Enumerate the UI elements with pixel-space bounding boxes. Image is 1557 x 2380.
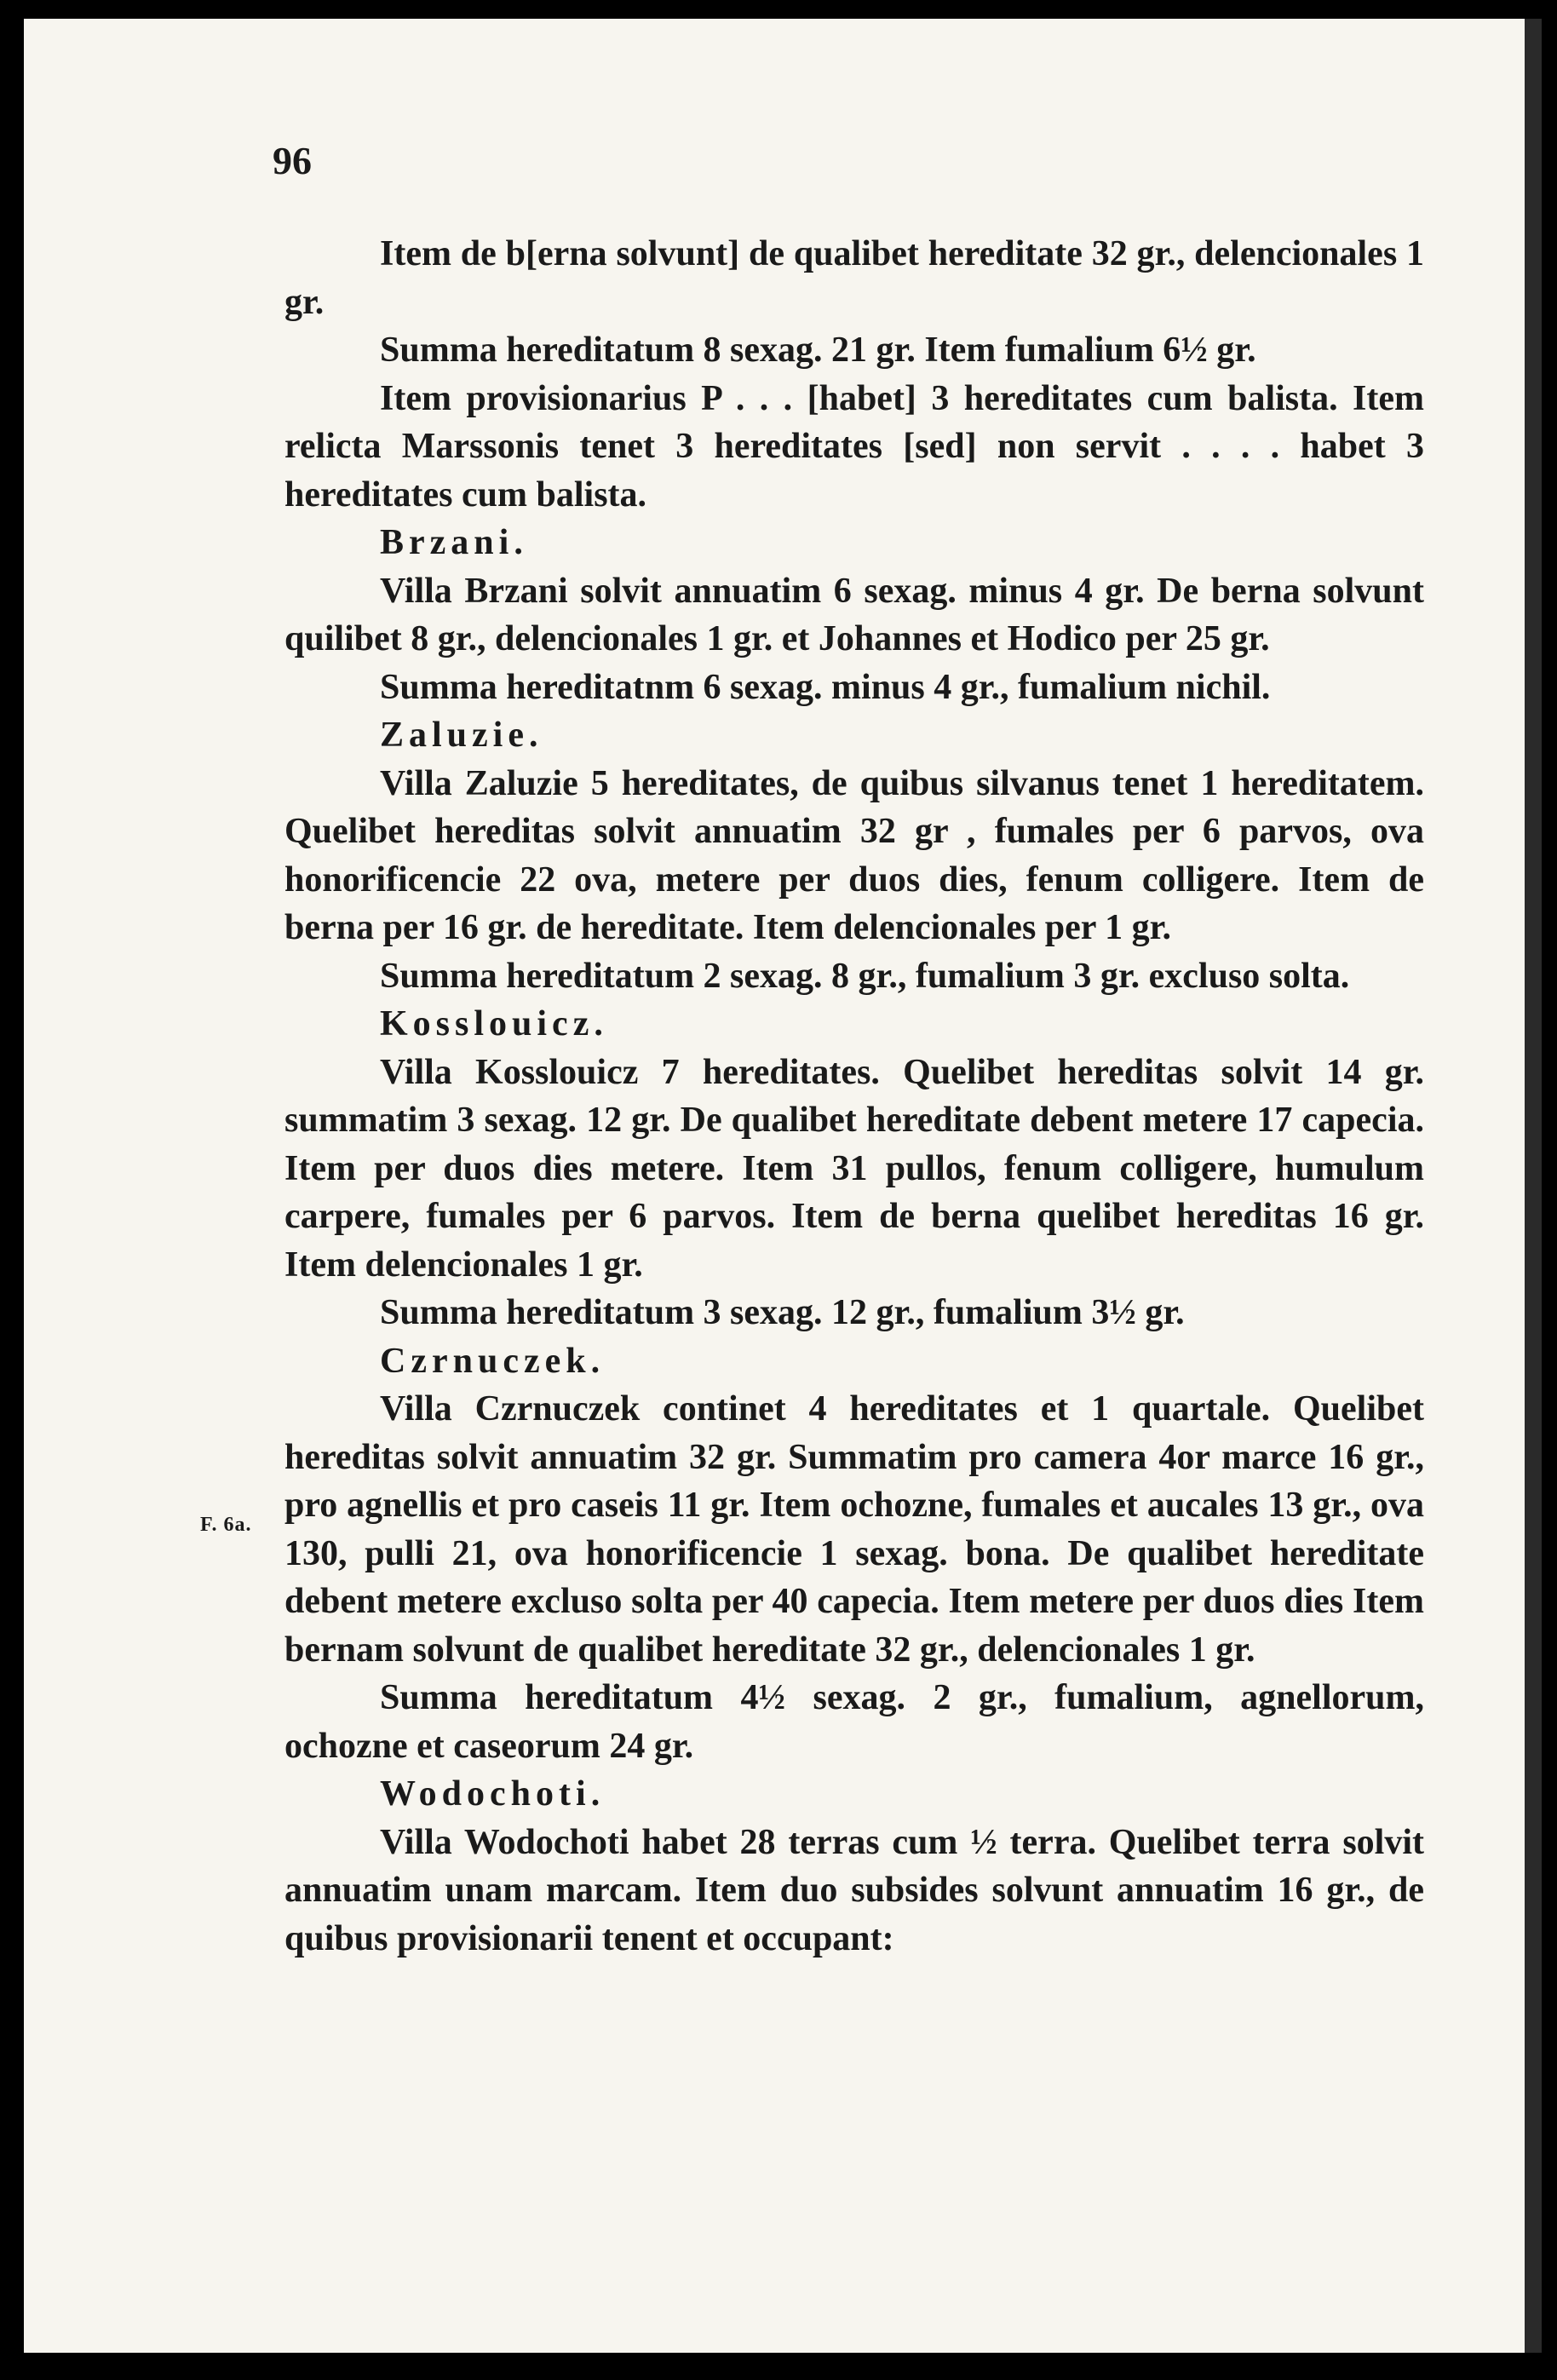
margin-folio-note: F. 6a.	[200, 1514, 252, 1536]
paragraph: Summa hereditatum 3 sexag. 12 gr., fumalium 3½ gr.	[380, 1293, 1185, 1332]
paragraph: Villa Brzani solvit annuatim 6 sexag. minus 4 gr. De berna solvunt quilibet 8 gr., delencionales 1 gr. et Johannes et Hodico per 25 gr.	[284, 571, 1424, 658]
paragraph: Summa hereditatum 8 sexag. 21 gr. Item fumalium 6½ gr.	[380, 331, 1256, 370]
book-page	[24, 19, 1525, 2353]
body-text	[284, 230, 1424, 1963]
paragraph: Villa Wodochoti habet 28 terras cum ½ terra. Quelibet terra solvit annuatim unam marcam. Item duo subsides solvunt annuatim 16 gr., de quibus provisionarii tenent et occupant:	[284, 1822, 1424, 1958]
paragraph: Item provisionarius P . . . [habet] 3 hereditates cum balista. Item relicta Marssonis tenet 3 hereditates [sed] non servit . . . . habet 3 hereditates cum balista.	[284, 378, 1424, 515]
page-number: 96	[273, 139, 312, 182]
paragraph: Summa hereditatnm 6 sexag. minus 4 gr., fumalium nichil.	[380, 667, 1271, 707]
paragraph: Villa Kosslouicz 7 hereditates. Quelibet hereditas solvit 14 gr. summatim 3 sexag. 12 gr. De qualibet hereditate debent metere 17 capecia. Item per duos dies metere. Item 31 pullos, fenum colligere, humulum carpere, fumales per 6 parvos. Item de berna quelibet hereditas 16 gr. Item delencionales 1 gr.	[284, 1052, 1424, 1285]
village-heading: Wodochoti.	[380, 1774, 606, 1814]
village-heading: Zaluzie.	[380, 716, 543, 755]
paragraph: Summa hereditatum 4½ sexag. 2 gr., fumalium, agnellorum, ochozne et caseorum 24 gr.	[284, 1678, 1424, 1766]
village-heading: Czrnuczek.	[380, 1341, 606, 1381]
paragraph: Item de b[erna solvunt] de qualibet hereditate 32 gr., delencionales 1 gr.	[284, 234, 1424, 322]
paragraph: Villa Czrnuczek continet 4 hereditates et 1 quartale. Quelibet hereditas solvit annuatim 32 gr. Summatim pro camera 4or marce 16 gr., pro agnellis et pro caseis 11 gr. Item ochozne, fumales et aucales 13 gr., ova 130, pulli 21, ova honorificencie 1 sexag. bona. De qualibet hereditate debent metere excluso solta per 40 capecia. Item metere per duos dies Item bernam solvunt de qualibet hereditate 32 gr., delencionales 1 gr.	[284, 1389, 1424, 1670]
paragraph: Summa hereditatum 2 sexag. 8 gr., fumalium 3 gr. excluso solta.	[380, 956, 1350, 996]
village-heading: Brzani.	[380, 523, 528, 562]
page-edge-shadow	[1525, 19, 1542, 2353]
village-heading: Kosslouicz.	[380, 1004, 608, 1043]
paragraph: Villa Zaluzie 5 hereditates, de quibus silvanus tenet 1 hereditatem. Quelibet hereditas solvit annuatim 32 gr , fumales per 6 parvos, ova honorificencie 22 ova, metere per duos dies, fenum colligere. Item de berna per 16 gr. de hereditate. Item delencionales per 1 gr.	[284, 763, 1424, 947]
